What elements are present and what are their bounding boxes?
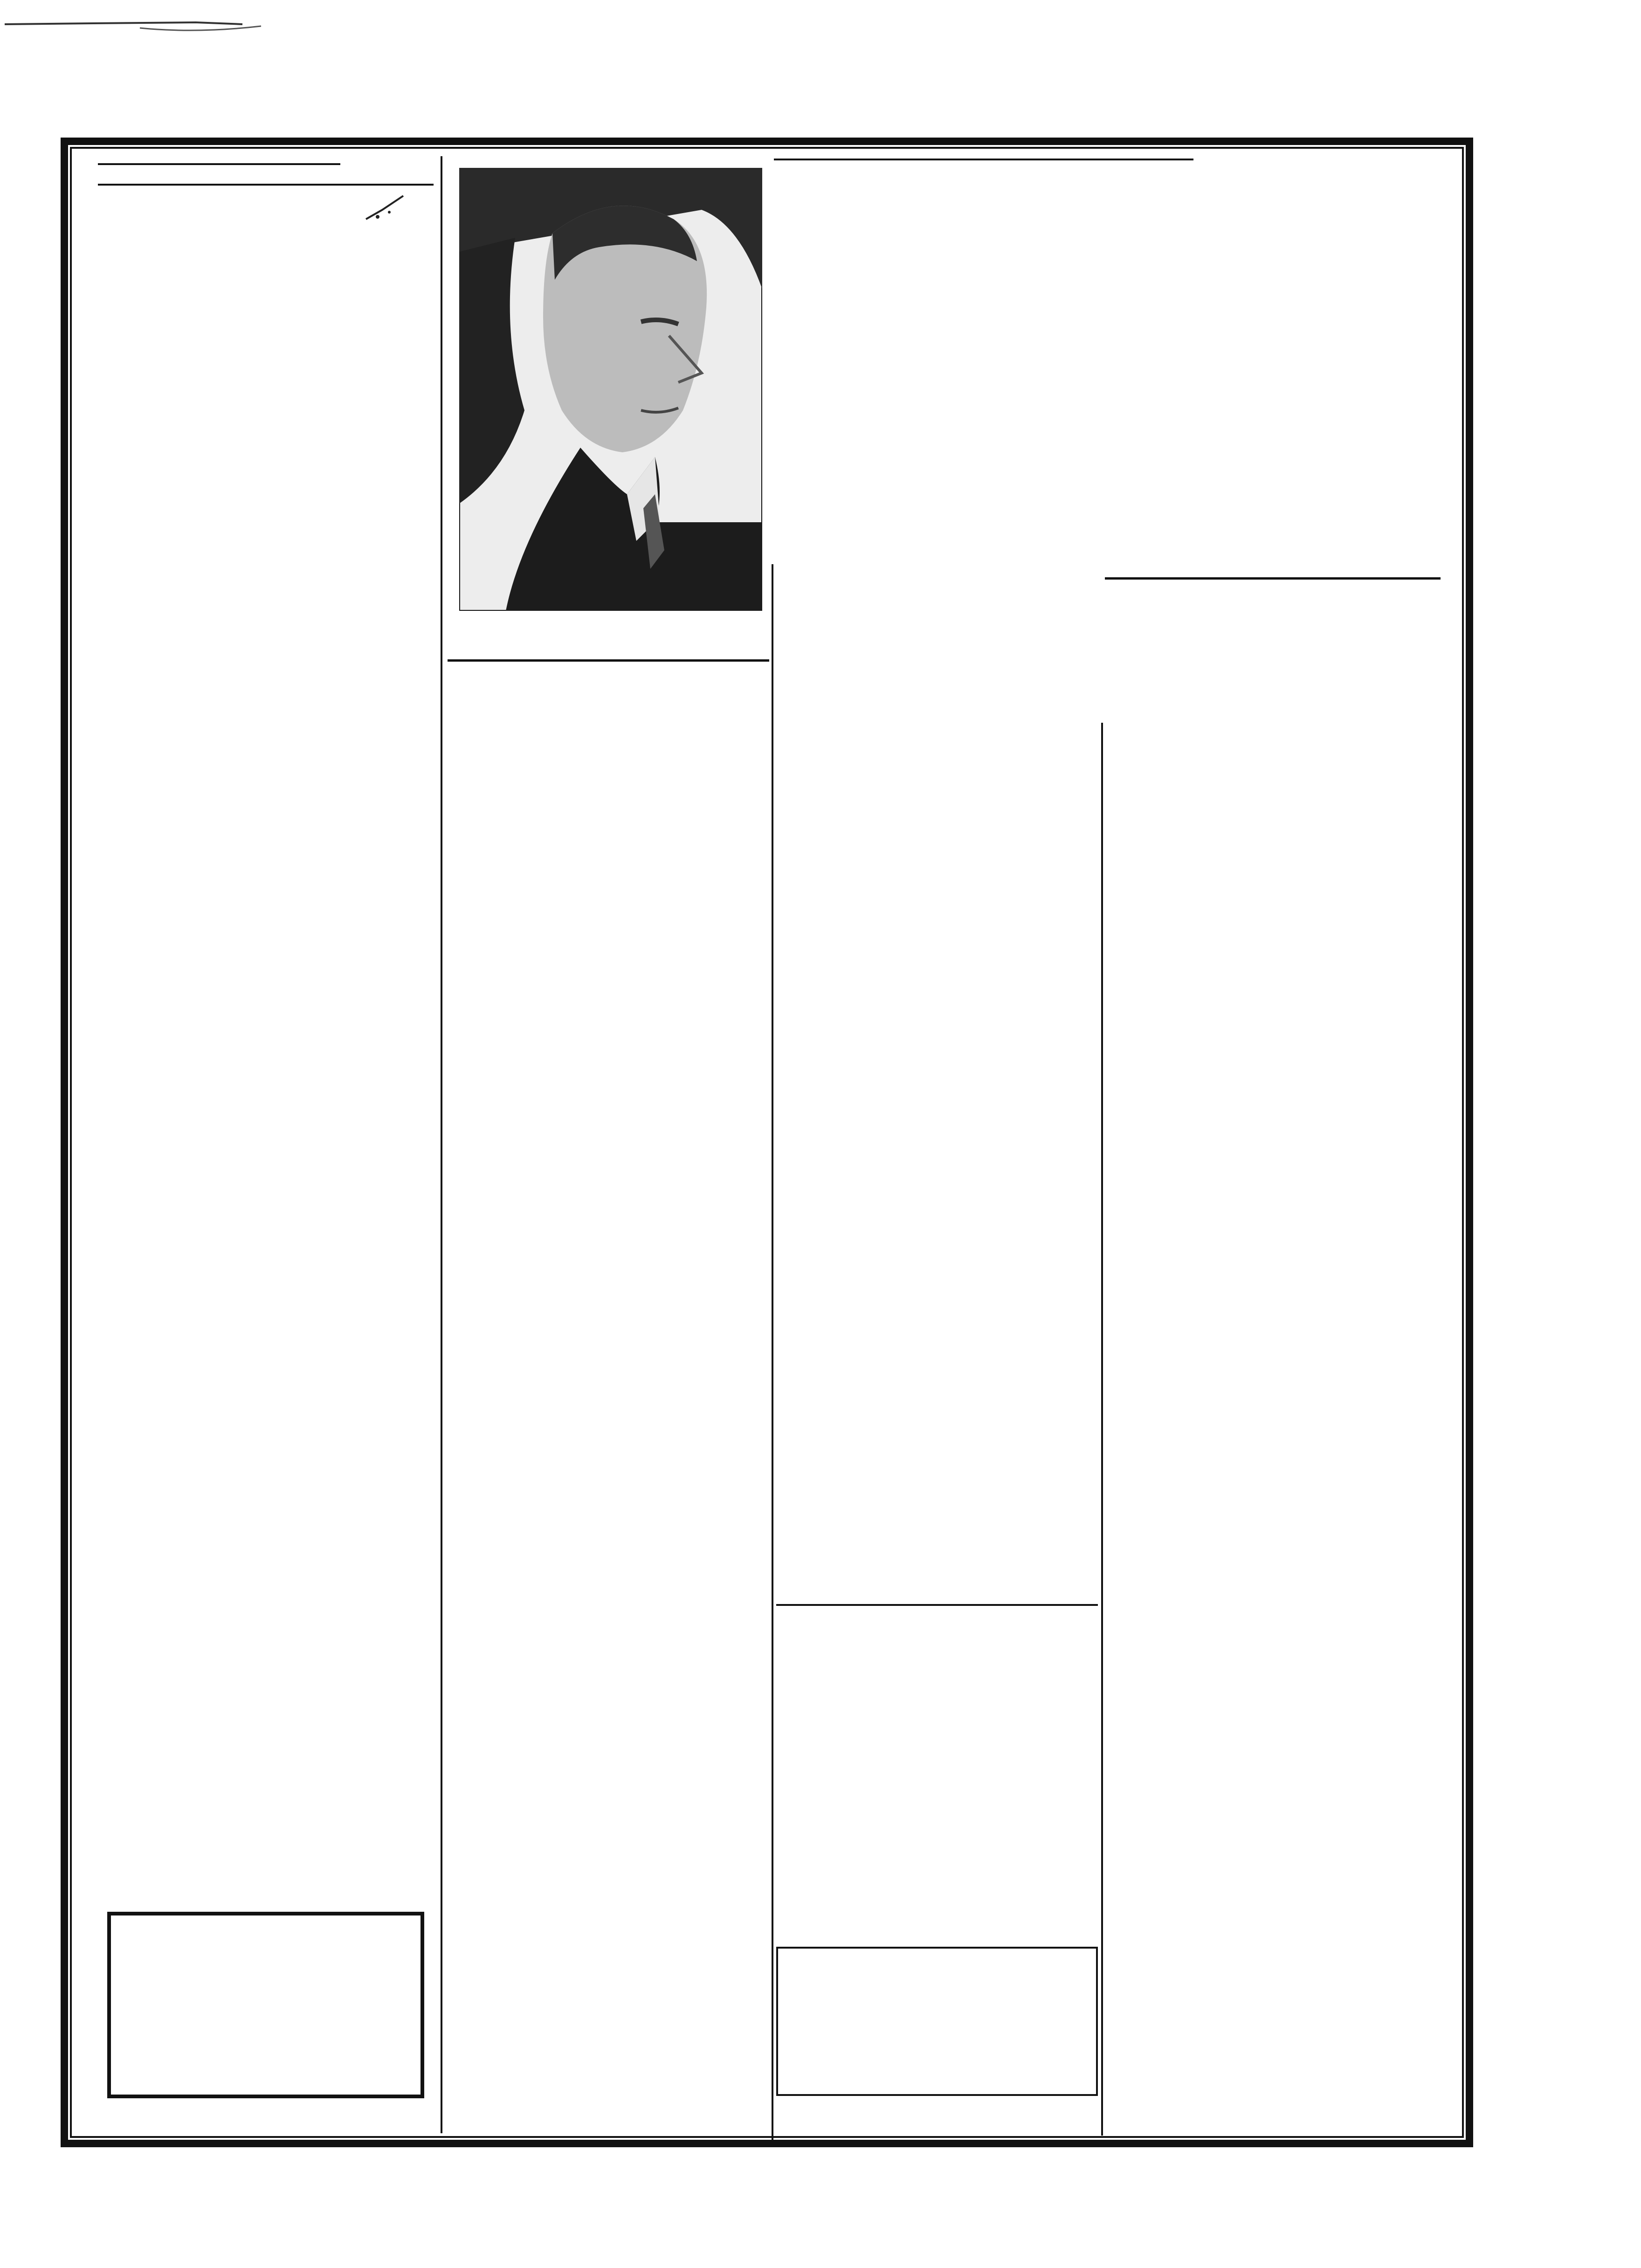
kicker-nuremberg <box>774 159 1193 160</box>
column-rule <box>772 564 773 2140</box>
portrait-photo <box>459 168 762 611</box>
ornament-icon <box>364 191 406 228</box>
lottery-results <box>776 1604 1098 1622</box>
column-3 <box>774 564 1100 1599</box>
column-1 <box>98 159 434 2140</box>
column-rule <box>441 156 442 2133</box>
ad-joalharia-morais <box>776 1947 1098 2096</box>
column-4 <box>1105 564 1441 2140</box>
ad-ourivesaria-moda <box>107 1912 424 2098</box>
scratch-mark <box>0 10 289 34</box>
column-2-lower <box>448 648 769 2140</box>
column-rule <box>1101 723 1103 2136</box>
